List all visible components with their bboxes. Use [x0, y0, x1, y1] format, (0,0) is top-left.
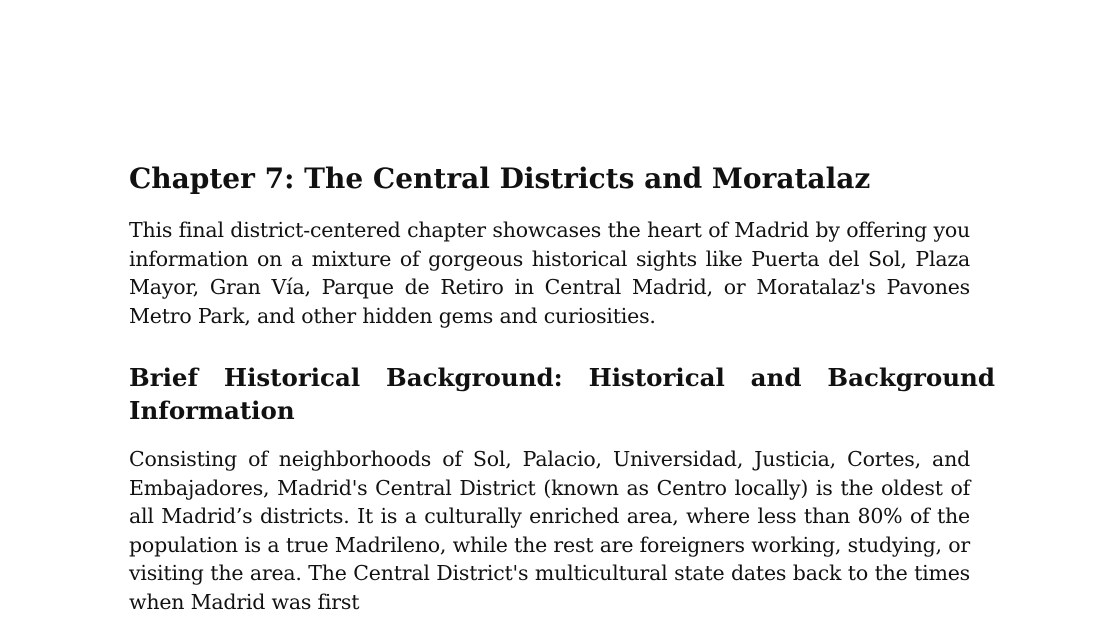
section-heading: Brief Historical Background: Historical and Background Information — [129, 363, 995, 425]
chapter-title: Chapter 7: The Central Districts and Moratalaz — [129, 162, 871, 195]
intro-paragraph: This final district-centered chapter showcases the heart of Madrid by offering you information on a mixture of gorgeous historical sights like Puerta del Sol, Plaza Mayor, Gran Vía, Parque de Retiro in Central Madrid, or Moratalaz's Pavones Metro Park, and other hidden gems and curiosities. — [129, 218, 970, 328]
body-paragraph: Consisting of neighborhoods of Sol, Palacio, Universidad, Justicia, Cortes, and Embajadores, Madrid's Central District (known as Centro locally) is the oldest of all Madrid’s districts. It is a culturally enriched area, where less than 80% of the population is a true Madrileno, while the rest are foreigners working, studying, or visiting the area. The Central District's multicultural state dates back to the times when Madrid was first — [129, 447, 970, 614]
